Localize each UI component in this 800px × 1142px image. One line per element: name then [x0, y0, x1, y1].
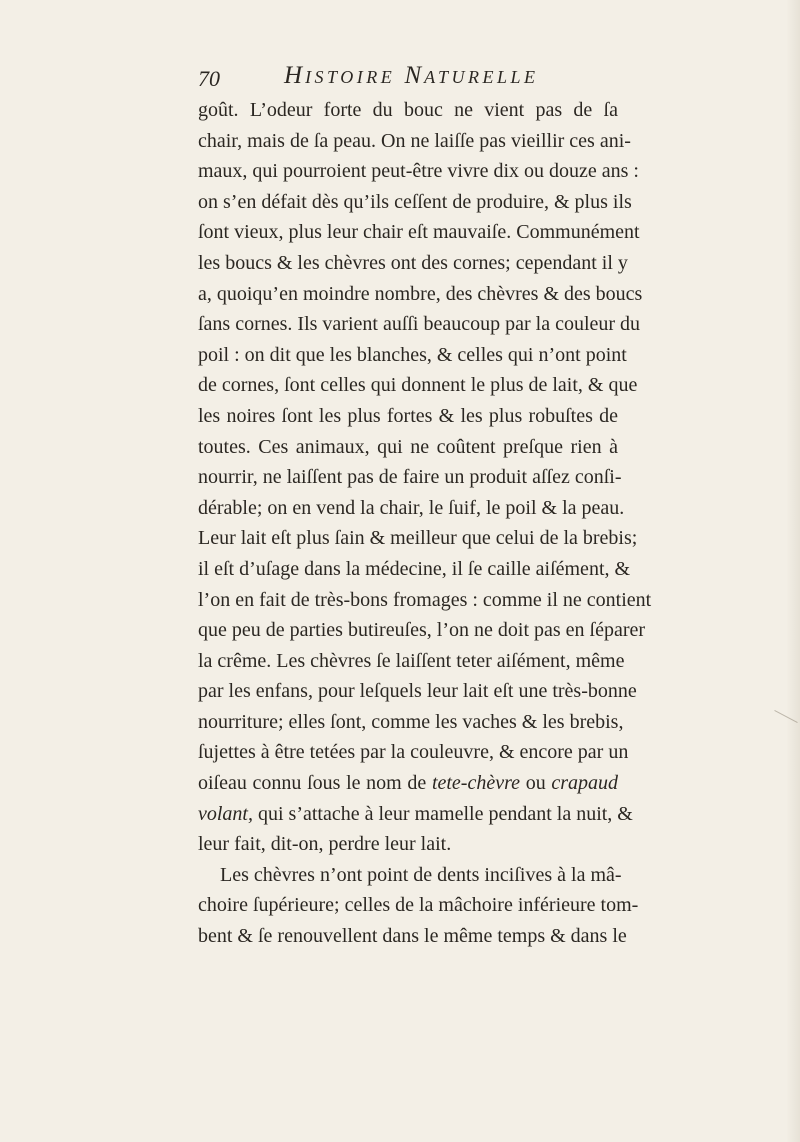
text-line: on s’en défait dès qu’ils ceſſent de produire, & plus ils [198, 190, 632, 213]
page-header [198, 62, 618, 96]
text-line: dérable; on en vend la chair, le ſuif, le poil & la peau. [198, 496, 625, 519]
page-number: 70 [198, 66, 220, 91]
text-line: a, quoiqu’en moindre nombre, des chèvres & des boucs [198, 282, 643, 305]
text-line: les noires ſont les plus fortes & les plus robuſtes de [198, 404, 618, 427]
text-line: chair, mais de ſa peau. On ne laiſſe pas vieillir ces ani- [198, 129, 631, 152]
text-span: oiſeau connu ſous le nom de [198, 772, 427, 795]
text-line: Les chèvres n’ont point de dents inciſives à la mâ- [220, 863, 622, 886]
text-line-with-italic [198, 799, 633, 830]
text-line: goût. L’odeur forte du bouc ne vient pas de ſa [198, 99, 618, 121]
text-line: que peu de parties butireuſes, l’on ne doit pas en ſéparer [198, 619, 646, 642]
running-title-text [284, 62, 539, 89]
text-line: bent & ſe renouvellent dans le même temps & dans le [198, 925, 627, 948]
running-title-initial: N [404, 62, 425, 89]
text-line: leur fait, dit-on, perdre leur lait. [198, 833, 452, 856]
running-title [284, 62, 539, 90]
text-line-with-italic [198, 768, 618, 799]
paragraph-2 [198, 860, 639, 952]
page-edge-shadow [786, 0, 800, 1142]
text-line: ſans cornes. Ils varient auſſi beaucoup par la couleur du [198, 313, 641, 336]
running-title-small-caps: ATURELLE [424, 67, 539, 87]
text-line: par les enfans, pour leſquels leur lait eſt une très-bonne [198, 680, 637, 703]
running-title-small-caps: ISTOIRE [305, 67, 396, 87]
running-title-initial: H [284, 62, 306, 89]
text-line: l’on en fait de très-bons fromages : comme il ne contient [198, 588, 652, 611]
italic-term: crapaud [551, 772, 619, 795]
text-span: ou [525, 772, 546, 795]
text-line: nourriture; elles ſont, comme les vaches & les brebis, [198, 710, 624, 733]
text-span: qui s’attache à leur mamelle pendant la nuit, & [258, 802, 633, 825]
text-line: poil : on dit que les blanches, & celles qui n’ont point [198, 343, 627, 366]
text-line: maux, qui pourroient peut-être vivre dix ou douze ans : [198, 160, 639, 183]
text-line: de cornes, ſont celles qui donnent le plus de lait, & que [198, 374, 638, 397]
text-line: la crême. Les chèvres ſe laiſſent teter aiſément, même [198, 649, 625, 672]
text-line: toutes. Ces animaux, qui ne coûtent preſque rien à [198, 435, 618, 458]
text-line: Leur lait eſt plus ſain & meilleur que celui de la brebis; [198, 527, 638, 550]
paragraph-1 [198, 95, 652, 860]
text-line: les boucs & les chèvres ont des cornes; cependant il y [198, 251, 628, 274]
text-line: ſont vieux, plus leur chair eſt mauvaiſe. Communément [198, 221, 640, 244]
text-line: ſujettes à être tetées par la couleuvre, & encore par un [198, 741, 629, 764]
text-line: choire ſupérieure; celles de la mâchoire inférieure tom- [198, 894, 639, 917]
italic-term: volant, [198, 802, 253, 825]
italic-term: tete-chèvre [431, 772, 521, 795]
body-text [198, 95, 652, 952]
text-line: nourrir, ne laiſſent pas de faire un produit aſſez conſi- [198, 466, 622, 489]
text-line: il eſt d’uſage dans la médecine, il ſe caille aiſément, & [198, 557, 631, 580]
